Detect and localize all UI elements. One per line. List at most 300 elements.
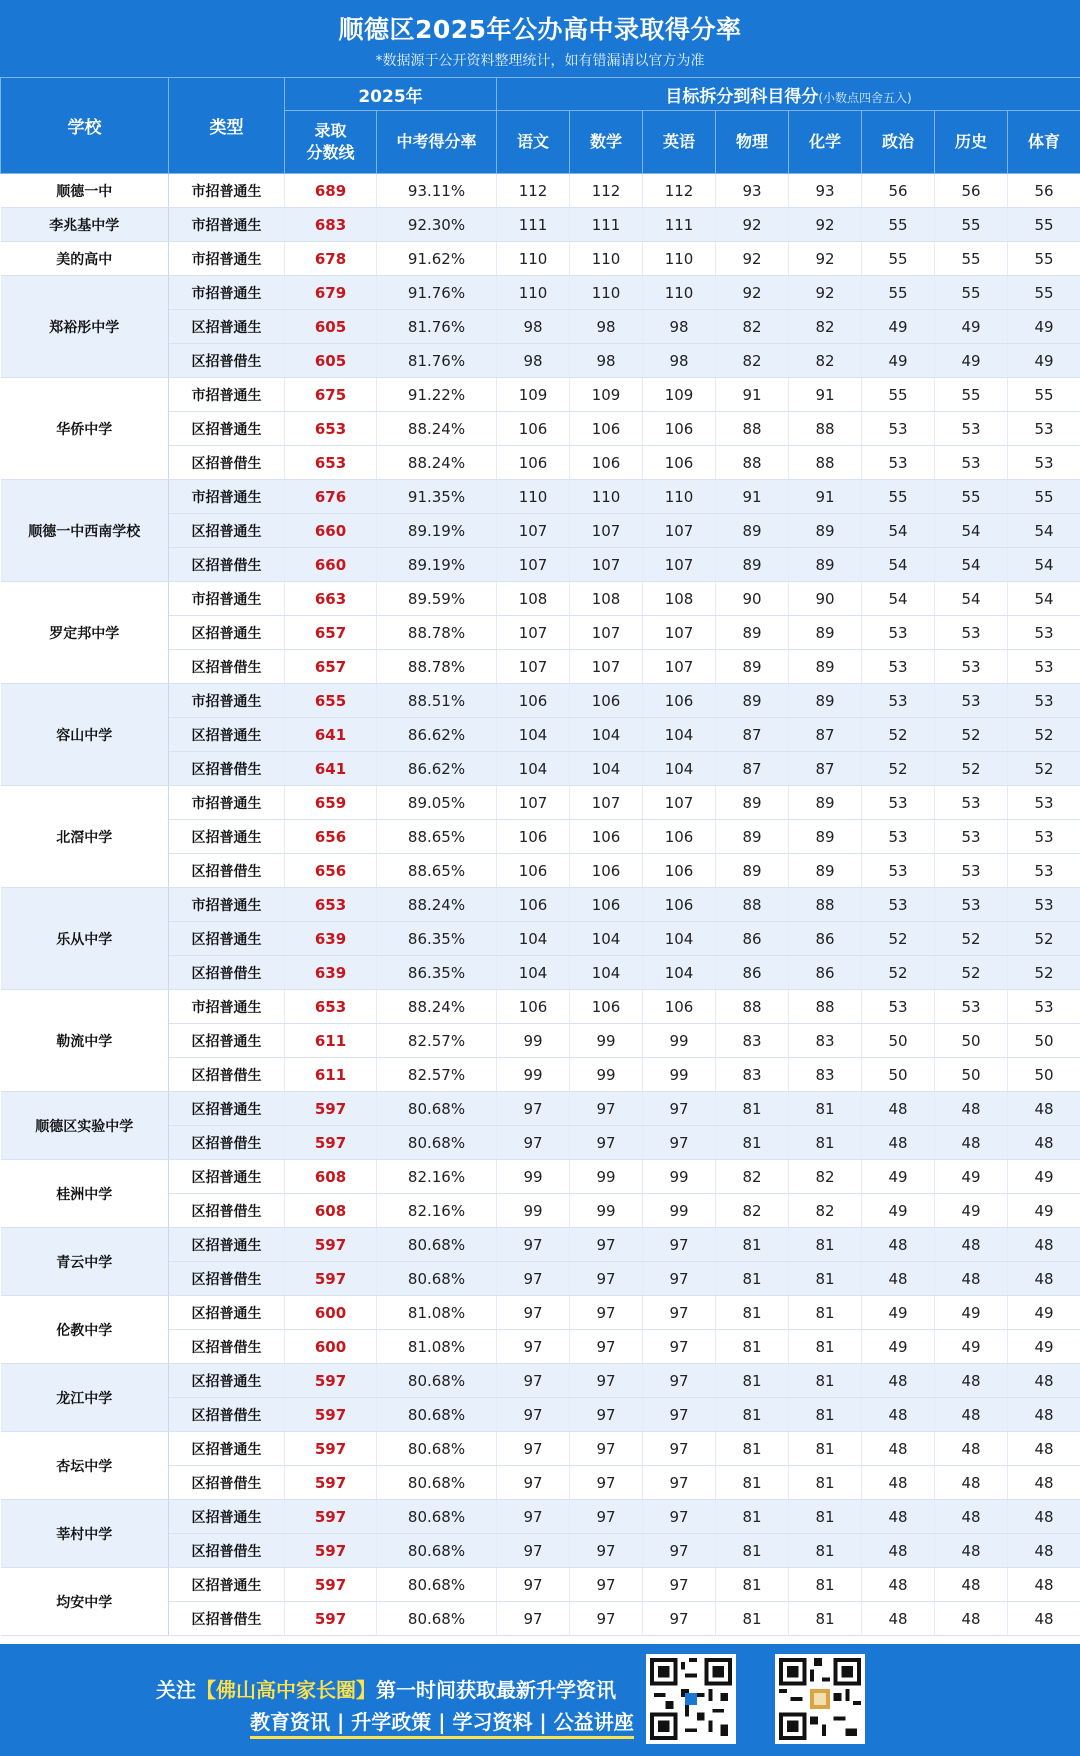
cell-math: 104 xyxy=(570,922,643,956)
cell-pe: 49 xyxy=(1008,344,1080,378)
cell-rate: 89.59% xyxy=(377,582,497,616)
cell-chinese: 106 xyxy=(497,820,570,854)
table-row xyxy=(1,208,1080,242)
cell-pe: 53 xyxy=(1008,990,1080,1024)
cell-politics: 48 xyxy=(862,1126,935,1160)
cell-physics: 81 xyxy=(716,1500,789,1534)
cell-english: 97 xyxy=(643,1466,716,1500)
cell-pe: 48 xyxy=(1008,1126,1080,1160)
cell-math: 107 xyxy=(570,548,643,582)
cell-history: 48 xyxy=(935,1126,1008,1160)
admission-type: 区招普借生 xyxy=(169,650,285,684)
cell-chinese: 106 xyxy=(497,446,570,480)
cell-politics: 53 xyxy=(862,650,935,684)
admission-type: 区招普借生 xyxy=(169,344,285,378)
cell-chemistry: 81 xyxy=(789,1092,862,1126)
cell-math: 106 xyxy=(570,888,643,922)
admission-type: 区招普通生 xyxy=(169,1364,285,1398)
admission-type: 区招普借生 xyxy=(169,1262,285,1296)
cell-math: 97 xyxy=(570,1466,643,1500)
score-table-body xyxy=(1,174,1080,1636)
cell-math: 97 xyxy=(570,1092,643,1126)
cell-rate: 86.62% xyxy=(377,752,497,786)
cell-pe: 53 xyxy=(1008,786,1080,820)
cell-english: 97 xyxy=(643,1500,716,1534)
table-row xyxy=(1,1296,1080,1330)
cell-chinese: 97 xyxy=(497,1602,570,1636)
cell-rate: 89.19% xyxy=(377,548,497,582)
cell-line: 657 xyxy=(285,650,377,684)
cell-english: 107 xyxy=(643,786,716,820)
cell-english: 110 xyxy=(643,480,716,514)
cell-english: 107 xyxy=(643,514,716,548)
cell-pe: 48 xyxy=(1008,1534,1080,1568)
cell-pe: 53 xyxy=(1008,616,1080,650)
cell-line: 605 xyxy=(285,310,377,344)
cell-chemistry: 89 xyxy=(789,548,862,582)
cell-rate: 88.78% xyxy=(377,650,497,684)
cell-chinese: 106 xyxy=(497,888,570,922)
cell-chinese: 97 xyxy=(497,1500,570,1534)
cell-chemistry: 92 xyxy=(789,242,862,276)
cell-physics: 81 xyxy=(716,1432,789,1466)
cell-line: 641 xyxy=(285,718,377,752)
admission-type: 市招普通生 xyxy=(169,242,285,276)
cell-pe: 55 xyxy=(1008,378,1080,412)
col-pe: 体育 xyxy=(1008,111,1080,174)
cell-line: 597 xyxy=(285,1534,377,1568)
cell-history: 50 xyxy=(935,1024,1008,1058)
admission-type: 市招普通生 xyxy=(169,378,285,412)
admission-type: 市招普通生 xyxy=(169,276,285,310)
cell-chemistry: 89 xyxy=(789,820,862,854)
cell-pe: 53 xyxy=(1008,650,1080,684)
cell-history: 48 xyxy=(935,1364,1008,1398)
cell-chinese: 99 xyxy=(497,1194,570,1228)
cell-rate: 88.24% xyxy=(377,412,497,446)
cell-chinese: 106 xyxy=(497,684,570,718)
cell-politics: 52 xyxy=(862,956,935,990)
table-row xyxy=(1,378,1080,412)
cell-english: 104 xyxy=(643,752,716,786)
cell-pe: 55 xyxy=(1008,242,1080,276)
cell-chinese: 107 xyxy=(497,786,570,820)
cell-history: 53 xyxy=(935,446,1008,480)
cell-english: 109 xyxy=(643,378,716,412)
cell-pe: 48 xyxy=(1008,1432,1080,1466)
cell-math: 99 xyxy=(570,1058,643,1092)
cell-politics: 53 xyxy=(862,412,935,446)
cell-rate: 91.35% xyxy=(377,480,497,514)
cell-math: 97 xyxy=(570,1126,643,1160)
cell-chemistry: 89 xyxy=(789,616,862,650)
cell-chemistry: 82 xyxy=(789,1160,862,1194)
cell-english: 97 xyxy=(643,1432,716,1466)
cell-physics: 81 xyxy=(716,1296,789,1330)
cell-chinese: 110 xyxy=(497,242,570,276)
cell-math: 108 xyxy=(570,582,643,616)
cell-history: 52 xyxy=(935,956,1008,990)
cell-politics: 49 xyxy=(862,1194,935,1228)
cell-politics: 52 xyxy=(862,718,935,752)
cell-politics: 56 xyxy=(862,174,935,208)
cell-math: 97 xyxy=(570,1602,643,1636)
cell-english: 106 xyxy=(643,990,716,1024)
admission-type: 区招普通生 xyxy=(169,1228,285,1262)
cell-line: 597 xyxy=(285,1432,377,1466)
page-title: 顺德区2025年公办高中录取得分率 xyxy=(338,15,742,44)
cell-rate: 81.76% xyxy=(377,344,497,378)
col-line-2: 分数线 xyxy=(306,143,355,162)
cell-politics: 48 xyxy=(862,1500,935,1534)
cell-pe: 48 xyxy=(1008,1500,1080,1534)
cell-line: 653 xyxy=(285,446,377,480)
cell-line: 597 xyxy=(285,1126,377,1160)
cell-line: 600 xyxy=(285,1330,377,1364)
cell-rate: 86.35% xyxy=(377,956,497,990)
cell-physics: 81 xyxy=(716,1534,789,1568)
cell-line: 600 xyxy=(285,1296,377,1330)
cell-chemistry: 88 xyxy=(789,446,862,480)
cell-math: 110 xyxy=(570,276,643,310)
cell-history: 53 xyxy=(935,888,1008,922)
cell-physics: 88 xyxy=(716,446,789,480)
cell-rate: 81.76% xyxy=(377,310,497,344)
cell-physics: 93 xyxy=(716,174,789,208)
cell-pe: 50 xyxy=(1008,1024,1080,1058)
cell-english: 108 xyxy=(643,582,716,616)
footer-slogan: 第一时间获取最新升学资讯 xyxy=(376,1678,616,1702)
admission-type: 市招普通生 xyxy=(169,582,285,616)
cell-chemistry: 81 xyxy=(789,1296,862,1330)
cell-politics: 48 xyxy=(862,1398,935,1432)
cell-rate: 80.68% xyxy=(377,1500,497,1534)
cell-rate: 80.68% xyxy=(377,1466,497,1500)
cell-history: 55 xyxy=(935,208,1008,242)
cell-english: 104 xyxy=(643,718,716,752)
cell-history: 48 xyxy=(935,1092,1008,1126)
school-name: 杏坛中学 xyxy=(1,1432,169,1500)
cell-english: 106 xyxy=(643,684,716,718)
cell-history: 52 xyxy=(935,752,1008,786)
cell-rate: 93.11% xyxy=(377,174,497,208)
table-row xyxy=(1,242,1080,276)
cell-chemistry: 82 xyxy=(789,344,862,378)
cell-chinese: 110 xyxy=(497,480,570,514)
cell-chemistry: 81 xyxy=(789,1398,862,1432)
cell-math: 99 xyxy=(570,1194,643,1228)
cell-chinese: 97 xyxy=(497,1092,570,1126)
cell-pe: 48 xyxy=(1008,1568,1080,1602)
cell-physics: 82 xyxy=(716,310,789,344)
cell-history: 53 xyxy=(935,854,1008,888)
cell-chemistry: 89 xyxy=(789,650,862,684)
cell-politics: 48 xyxy=(862,1432,935,1466)
cell-chinese: 97 xyxy=(497,1432,570,1466)
table-row xyxy=(1,684,1080,718)
cell-math: 112 xyxy=(570,174,643,208)
cell-history: 48 xyxy=(935,1262,1008,1296)
cell-physics: 89 xyxy=(716,820,789,854)
cell-math: 97 xyxy=(570,1398,643,1432)
cell-chinese: 110 xyxy=(497,276,570,310)
cell-english: 97 xyxy=(643,1534,716,1568)
cell-english: 107 xyxy=(643,616,716,650)
cell-physics: 81 xyxy=(716,1092,789,1126)
cell-rate: 80.68% xyxy=(377,1364,497,1398)
cell-history: 53 xyxy=(935,616,1008,650)
cell-line: 608 xyxy=(285,1194,377,1228)
cell-politics: 54 xyxy=(862,582,935,616)
cell-pe: 48 xyxy=(1008,1602,1080,1636)
footer-banner xyxy=(0,1644,1080,1756)
cell-chinese: 109 xyxy=(497,378,570,412)
admission-type: 区招普借生 xyxy=(169,752,285,786)
admission-type: 区招普通生 xyxy=(169,820,285,854)
cell-pe: 48 xyxy=(1008,1228,1080,1262)
cell-politics: 49 xyxy=(862,1296,935,1330)
cell-chinese: 97 xyxy=(497,1466,570,1500)
admission-type: 区招普通生 xyxy=(169,412,285,446)
admission-type: 区招普借生 xyxy=(169,1398,285,1432)
cell-line: 656 xyxy=(285,854,377,888)
cell-physics: 88 xyxy=(716,888,789,922)
cell-history: 52 xyxy=(935,718,1008,752)
cell-english: 112 xyxy=(643,174,716,208)
school-name: 伦教中学 xyxy=(1,1296,169,1364)
cell-line: 639 xyxy=(285,956,377,990)
cell-chinese: 107 xyxy=(497,548,570,582)
admission-type: 区招普通生 xyxy=(169,1160,285,1194)
cell-history: 48 xyxy=(935,1568,1008,1602)
cell-politics: 48 xyxy=(862,1092,935,1126)
table-row xyxy=(1,1364,1080,1398)
cell-line: 597 xyxy=(285,1466,377,1500)
cell-line: 653 xyxy=(285,412,377,446)
cell-english: 106 xyxy=(643,854,716,888)
cell-line: 663 xyxy=(285,582,377,616)
cell-chemistry: 81 xyxy=(789,1330,862,1364)
cell-chemistry: 81 xyxy=(789,1466,862,1500)
cell-history: 53 xyxy=(935,990,1008,1024)
cell-chinese: 107 xyxy=(497,650,570,684)
admission-type: 区招普借生 xyxy=(169,1330,285,1364)
admission-type: 市招普通生 xyxy=(169,480,285,514)
cell-physics: 90 xyxy=(716,582,789,616)
cell-math: 97 xyxy=(570,1500,643,1534)
cell-english: 99 xyxy=(643,1024,716,1058)
cell-math: 97 xyxy=(570,1432,643,1466)
cell-english: 99 xyxy=(643,1194,716,1228)
cell-chinese: 97 xyxy=(497,1296,570,1330)
cell-math: 99 xyxy=(570,1024,643,1058)
school-name: 北滘中学 xyxy=(1,786,169,888)
cell-chinese: 111 xyxy=(497,208,570,242)
cell-rate: 80.68% xyxy=(377,1262,497,1296)
col-chinese: 语文 xyxy=(497,111,570,174)
cell-rate: 88.78% xyxy=(377,616,497,650)
cell-math: 106 xyxy=(570,412,643,446)
cell-history: 49 xyxy=(935,344,1008,378)
school-name: 顺德区实验中学 xyxy=(1,1092,169,1160)
cell-physics: 89 xyxy=(716,854,789,888)
col-chemistry: 化学 xyxy=(789,111,862,174)
qr-code-icon xyxy=(775,1654,865,1744)
admission-type: 区招普借生 xyxy=(169,548,285,582)
cell-rate: 86.62% xyxy=(377,718,497,752)
cell-chemistry: 86 xyxy=(789,956,862,990)
cell-line: 597 xyxy=(285,1262,377,1296)
cell-english: 111 xyxy=(643,208,716,242)
cell-politics: 55 xyxy=(862,242,935,276)
cell-line: 659 xyxy=(285,786,377,820)
cell-english: 97 xyxy=(643,1364,716,1398)
cell-math: 111 xyxy=(570,208,643,242)
cell-history: 49 xyxy=(935,1296,1008,1330)
admission-type: 区招普借生 xyxy=(169,854,285,888)
cell-english: 97 xyxy=(643,1262,716,1296)
cell-line: 689 xyxy=(285,174,377,208)
cell-chemistry: 87 xyxy=(789,718,862,752)
table-row xyxy=(1,582,1080,616)
cell-math: 97 xyxy=(570,1228,643,1262)
cell-chinese: 99 xyxy=(497,1058,570,1092)
cell-pe: 52 xyxy=(1008,922,1080,956)
cell-pe: 49 xyxy=(1008,1160,1080,1194)
cell-math: 97 xyxy=(570,1262,643,1296)
cell-rate: 80.68% xyxy=(377,1534,497,1568)
cell-rate: 81.08% xyxy=(377,1330,497,1364)
cell-politics: 55 xyxy=(862,378,935,412)
cell-history: 49 xyxy=(935,1194,1008,1228)
table-row xyxy=(1,480,1080,514)
cell-politics: 53 xyxy=(862,786,935,820)
cell-chemistry: 89 xyxy=(789,514,862,548)
cell-politics: 50 xyxy=(862,1058,935,1092)
cell-pe: 53 xyxy=(1008,888,1080,922)
cell-chinese: 112 xyxy=(497,174,570,208)
cell-chemistry: 81 xyxy=(789,1126,862,1160)
cell-history: 48 xyxy=(935,1500,1008,1534)
cell-rate: 88.24% xyxy=(377,446,497,480)
cell-physics: 81 xyxy=(716,1398,789,1432)
cell-line: 597 xyxy=(285,1398,377,1432)
cell-politics: 53 xyxy=(862,684,935,718)
score-table xyxy=(0,77,1080,1636)
cell-line: 597 xyxy=(285,1364,377,1398)
cell-english: 97 xyxy=(643,1330,716,1364)
cell-english: 107 xyxy=(643,650,716,684)
cell-physics: 88 xyxy=(716,990,789,1024)
cell-chinese: 98 xyxy=(497,310,570,344)
title-bar xyxy=(0,0,1080,77)
cell-english: 98 xyxy=(643,310,716,344)
cell-rate: 89.19% xyxy=(377,514,497,548)
cell-pe: 54 xyxy=(1008,582,1080,616)
cell-line: 660 xyxy=(285,548,377,582)
cell-english: 110 xyxy=(643,276,716,310)
cell-rate: 88.51% xyxy=(377,684,497,718)
cell-physics: 92 xyxy=(716,276,789,310)
cell-history: 54 xyxy=(935,548,1008,582)
cell-rate: 88.65% xyxy=(377,854,497,888)
cell-physics: 89 xyxy=(716,548,789,582)
cell-politics: 48 xyxy=(862,1602,935,1636)
cell-rate: 82.57% xyxy=(377,1024,497,1058)
cell-pe: 48 xyxy=(1008,1466,1080,1500)
page-subtitle: *数据源于公开资料整理统计，如有错漏请以官方为准 xyxy=(375,53,705,69)
cell-math: 98 xyxy=(570,310,643,344)
cell-physics: 81 xyxy=(716,1330,789,1364)
col-english: 英语 xyxy=(643,111,716,174)
cell-politics: 49 xyxy=(862,1160,935,1194)
col-group-target-label: 目标拆分到科目得分 xyxy=(665,86,819,107)
cell-chinese: 97 xyxy=(497,1364,570,1398)
cell-history: 53 xyxy=(935,412,1008,446)
cell-chinese: 106 xyxy=(497,990,570,1024)
table-row xyxy=(1,888,1080,922)
cell-line: 639 xyxy=(285,922,377,956)
cell-line: 611 xyxy=(285,1024,377,1058)
cell-politics: 52 xyxy=(862,752,935,786)
table-row xyxy=(1,1228,1080,1262)
cell-line: 653 xyxy=(285,888,377,922)
admission-type: 区招普借生 xyxy=(169,1194,285,1228)
cell-chemistry: 90 xyxy=(789,582,862,616)
cell-line: 611 xyxy=(285,1058,377,1092)
cell-pe: 50 xyxy=(1008,1058,1080,1092)
cell-physics: 89 xyxy=(716,684,789,718)
cell-physics: 81 xyxy=(716,1126,789,1160)
cell-chinese: 97 xyxy=(497,1398,570,1432)
cell-math: 97 xyxy=(570,1296,643,1330)
cell-rate: 80.68% xyxy=(377,1568,497,1602)
cell-physics: 86 xyxy=(716,922,789,956)
cell-rate: 81.08% xyxy=(377,1296,497,1330)
cell-chinese: 98 xyxy=(497,344,570,378)
cell-chemistry: 88 xyxy=(789,990,862,1024)
cell-math: 104 xyxy=(570,956,643,990)
cell-pe: 52 xyxy=(1008,752,1080,786)
cell-english: 106 xyxy=(643,820,716,854)
cell-politics: 55 xyxy=(862,480,935,514)
cell-math: 97 xyxy=(570,1330,643,1364)
school-name: 乐从中学 xyxy=(1,888,169,990)
cell-physics: 83 xyxy=(716,1058,789,1092)
cell-line: 683 xyxy=(285,208,377,242)
qr-code-icon xyxy=(646,1654,736,1744)
cell-pe: 49 xyxy=(1008,1330,1080,1364)
table-row xyxy=(1,174,1080,208)
cell-english: 99 xyxy=(643,1058,716,1092)
cell-politics: 55 xyxy=(862,208,935,242)
cell-history: 48 xyxy=(935,1228,1008,1262)
cell-politics: 53 xyxy=(862,854,935,888)
cell-english: 99 xyxy=(643,1160,716,1194)
cell-english: 97 xyxy=(643,1568,716,1602)
cell-physics: 82 xyxy=(716,344,789,378)
table-row xyxy=(1,1500,1080,1534)
admission-type: 区招普通生 xyxy=(169,1024,285,1058)
cell-pe: 55 xyxy=(1008,208,1080,242)
cell-chemistry: 91 xyxy=(789,378,862,412)
cell-chemistry: 82 xyxy=(789,310,862,344)
cell-english: 97 xyxy=(643,1228,716,1262)
cell-politics: 49 xyxy=(862,1330,935,1364)
school-name: 青云中学 xyxy=(1,1228,169,1296)
cell-english: 110 xyxy=(643,242,716,276)
cell-physics: 87 xyxy=(716,718,789,752)
